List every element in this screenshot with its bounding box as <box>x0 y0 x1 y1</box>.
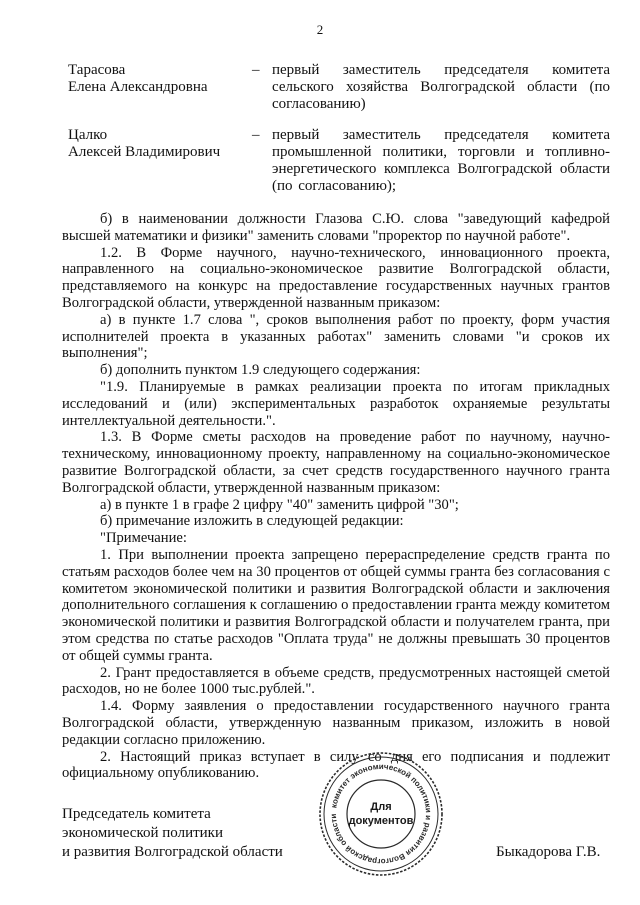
member-name: Цалко Алексей Владимирович <box>68 127 221 160</box>
position-line: Председатель комитета <box>62 806 211 822</box>
stamp-inner-ring <box>347 780 415 848</box>
member-name: Тарасова Елена Александровна <box>68 62 208 95</box>
paragraph: а) в пункте 1.7 слова ", сроков выполнения работ по проекту, форм участия исполнителей проекта в указанных работах" заменить словами "и сроков их выполнения"; <box>62 311 610 362</box>
member-role: первый заместитель председателя комитета промышленной политики, торговли и топливно-энергетического комплекса Волгоградской области (по согласованию); <box>272 127 610 194</box>
signature-position <box>62 805 283 862</box>
stamp-outer-ring <box>320 753 442 875</box>
committee-member-tsalko <box>62 127 610 197</box>
paragraph: б) дополнить пунктом 1.9 следующего содержания: <box>100 362 421 379</box>
page-number: 2 <box>316 22 324 37</box>
position-line: экономической политики <box>62 825 224 841</box>
paragraph: б) примечание изложить в следующей редакции: <box>100 513 404 530</box>
paragraph: 2. Грант предоставляется в объеме средств, предусмотренных настоящей сметой расходов, но не более 1000 тыс.рублей.". <box>62 664 610 698</box>
paragraph: 1. При выполнении проекта запрещено перераспределение средств гранта по статьям расходов более чем на 30 процентов от общей суммы гранта без согласования с комитетом экономической политики и развития Волгоградской области и заключения дополнительного соглашения к соглашению о предоставлении гранта между комитетом экономической политики и развития Волгоградской области и получателем гранта, при этом средства по статье расходов "Оплата труда" не должны превышать 30 процентов от общей суммы гранта. <box>62 546 610 664</box>
paragraph: 1.2. В Форме научного, научно-технического, инновационного проекта, направленного на социально-экономическое развитие Волгоградской области, представляемого на конкурс на предоставление государственных научных грантов Волгоградской области, утвержденной названным приказом: <box>62 244 610 311</box>
stamp-center-text-line1: Для <box>370 801 392 813</box>
committee-member-tarasova <box>62 62 610 114</box>
signer-name: Быкадорова Г.В. <box>496 844 601 860</box>
stamp-seal <box>317 750 445 878</box>
member-role: первый заместитель председателя комитета сельского хозяйства Волгоградской области (по согласованию) <box>272 62 610 112</box>
stamp-ring <box>324 757 438 871</box>
member-dash: – <box>252 127 260 143</box>
paragraph: а) в пункте 1 в графе 2 цифру "40" заменить цифрой "30"; <box>100 496 459 513</box>
order-body-text <box>62 211 610 782</box>
member-dash: – <box>252 62 260 78</box>
paragraph: "Примечание: <box>100 530 187 547</box>
paragraph: 1.4. Форму заявления о предоставлении государственного научного гранта Волгоградской области, утвержденную названным приказом, изложить в новой редакции согласно приложению. <box>62 698 610 748</box>
paragraph: б) в наименовании должности Глазова С.Ю. слова "заведующий кафедрой высшей математики и физики" заменить словами "проректор по научной работе". <box>62 211 610 244</box>
position-line: и развития Волгоградской области <box>62 844 283 860</box>
paragraph: "1.9. Планируемые в рамках реализации проекта по итогам прикладных исследований и (или) экспериментальных разработок охраняемые результаты интеллектуальной деятельности.". <box>62 378 610 429</box>
stamp-outer-text: комитет экономической политики и развития Волгоградской области <box>328 761 434 867</box>
paragraph: 1.3. В Форме сметы расходов на проведение работ по научному, научно-техническому, инновационному проекту, направленному на социально-экономическое развитие Волгоградской области, за счет средств государственного научного гранта Волгоградской области, утвержденной названным приказом: <box>62 429 610 496</box>
stamp-center-text-line2: документов <box>348 815 414 827</box>
paragraph: 2. Настоящий приказ вступает в силу со дня его подписания и подлежит официальному опубликованию. <box>62 748 610 782</box>
